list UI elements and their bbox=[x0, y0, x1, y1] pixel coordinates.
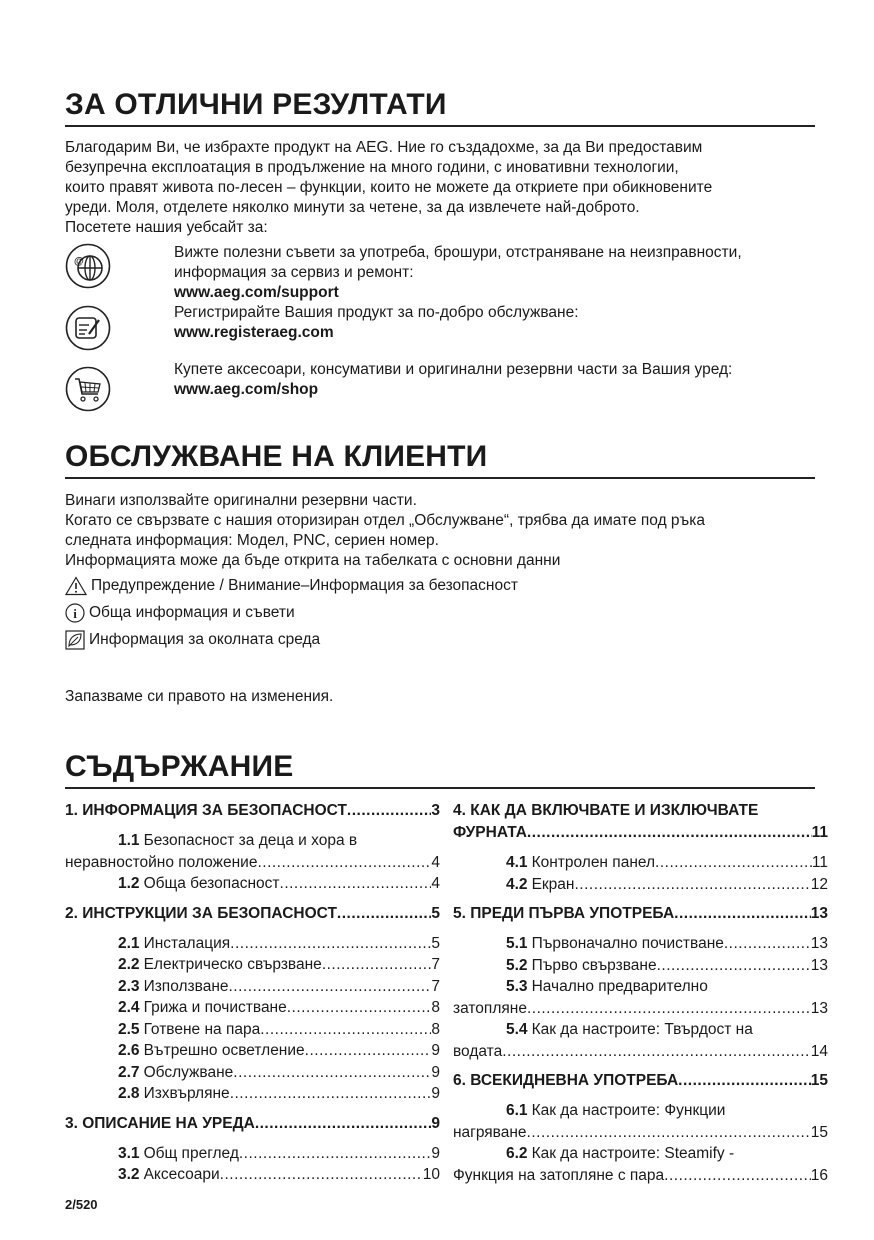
toc-entry-number: 2.4 bbox=[118, 999, 140, 1016]
shopping-cart-icon bbox=[65, 366, 111, 412]
toc-page-number: 7 bbox=[431, 956, 440, 973]
toc-leader-dots bbox=[229, 976, 432, 998]
section-title-contents: СЪДЪРЖАНИЕ bbox=[65, 750, 815, 789]
toc-leader-dots bbox=[664, 1165, 811, 1187]
toc-entry-number: 4.2 bbox=[506, 875, 528, 893]
toc-entry[interactable] bbox=[65, 933, 440, 955]
leaf-icon bbox=[65, 630, 85, 650]
section-title-results: ЗА ОТЛИЧНИ РЕЗУЛТАТИ bbox=[65, 88, 815, 127]
warning-text: Предупреждение / Внимание–Информация за безопасност bbox=[91, 577, 518, 594]
toc-section-heading[interactable] bbox=[453, 903, 828, 925]
toc-entry[interactable] bbox=[453, 1019, 828, 1062]
toc-leader-dots bbox=[502, 1041, 811, 1063]
service-paragraph bbox=[65, 491, 825, 571]
toc-entry[interactable] bbox=[65, 873, 440, 895]
toc-entry[interactable] bbox=[65, 1062, 440, 1084]
toc-section-title: ФУРНАТА bbox=[453, 824, 527, 841]
support-link[interactable]: www.aeg.com/support bbox=[174, 284, 339, 301]
text-line: уреди. Моля, отделете няколко минути за четене, за да извлечете най-доброто. bbox=[65, 199, 640, 216]
toc-page-number: 9 bbox=[431, 1042, 440, 1059]
register-text: Регистрирайте Вашия продукт за по-добро обслужване: bbox=[174, 304, 579, 321]
toc-entry-number: 5.2 bbox=[506, 956, 528, 974]
toc-entry-number: 2.1 bbox=[118, 934, 140, 952]
toc-section-heading[interactable] bbox=[65, 800, 440, 822]
toc-entry-line bbox=[118, 933, 440, 955]
toc-entry-line bbox=[506, 1100, 828, 1122]
toc-leader-dots bbox=[527, 1122, 811, 1144]
toc-entry-title: Обща безопасност bbox=[143, 875, 280, 892]
section-title-service: ОБСЛУЖВАНЕ НА КЛИЕНТИ bbox=[65, 440, 815, 479]
toc-section-heading[interactable] bbox=[65, 1113, 440, 1135]
toc-page-number: 3 bbox=[431, 802, 440, 819]
toc-leader-dots bbox=[233, 1062, 431, 1084]
toc-entry-number: 3.2 bbox=[118, 1166, 140, 1183]
toc-entry-line bbox=[506, 933, 828, 955]
toc-left-column bbox=[65, 800, 440, 1194]
toc-entry[interactable] bbox=[453, 933, 828, 955]
toc-section bbox=[453, 1070, 828, 1186]
toc-page-number: 13 bbox=[810, 956, 828, 974]
toc-entry-title: Екран bbox=[531, 875, 575, 893]
toc-section-title: 6. ВСЕКИДНЕВНА УПОТРЕБА bbox=[453, 1072, 679, 1089]
toc-section-title: 3. ОПИСАНИЕ НА УРЕДА bbox=[65, 1114, 255, 1132]
toc-entry-number: 5.4 bbox=[506, 1021, 528, 1038]
toc-leader-dots bbox=[220, 1164, 423, 1186]
toc-section-heading[interactable] bbox=[453, 822, 828, 844]
toc-entry[interactable] bbox=[65, 830, 440, 873]
toc-entry-title: Вътрешно осветление bbox=[143, 1042, 305, 1059]
text-line: Когато се свързвате с нашия оторизиран отдел „Обслужване“, трябва да имате под ръка bbox=[65, 512, 705, 529]
text-line: Благодарим Ви, че избрахте продукт на AEG. Ние го създадохме, за да Ви предоставим bbox=[65, 139, 703, 156]
toc-entry-number: 2.7 bbox=[118, 1063, 140, 1081]
toc-entry[interactable] bbox=[453, 976, 828, 1019]
toc-entry-title: Аксесоари bbox=[143, 1166, 220, 1183]
toc-entry-title: Безопасност за деца и хора в bbox=[143, 832, 358, 849]
toc-entry-number: 5.1 bbox=[506, 935, 528, 952]
toc-entry-line bbox=[453, 1165, 828, 1187]
svg-text:i: i bbox=[73, 606, 77, 621]
toc-entry[interactable] bbox=[65, 997, 440, 1019]
shop-link[interactable]: www.aeg.com/shop bbox=[174, 381, 319, 398]
toc-entry-title: Използване bbox=[143, 977, 229, 995]
toc-section-title: 5. ПРЕДИ ПЪРВА УПОТРЕБА bbox=[453, 905, 675, 922]
toc-section-heading[interactable] bbox=[65, 903, 440, 925]
toc-section-title: 2. ИНСТРУКЦИИ ЗА БЕЗОПАСНОСТ bbox=[65, 904, 337, 922]
toc-entry-line bbox=[118, 1164, 440, 1186]
toc-entry-title: Инсталация bbox=[143, 934, 231, 952]
toc-entry-title: нагряване bbox=[453, 1123, 527, 1141]
toc-entry-number: 2.2 bbox=[118, 956, 140, 973]
toc-leader-dots bbox=[337, 903, 431, 925]
toc-entry-number: 6.1 bbox=[506, 1102, 528, 1119]
toc-entry-title: Изхвърляне bbox=[143, 1085, 230, 1102]
toc-section-title: 1. ИНФОРМАЦИЯ ЗА БЕЗОПАСНОСТ bbox=[65, 802, 347, 819]
info-icon bbox=[65, 603, 85, 623]
toc-page-number: 11 bbox=[811, 824, 828, 841]
toc-entry[interactable] bbox=[453, 874, 828, 896]
reserve-notice: Запазваме си правото на изменения. bbox=[65, 688, 334, 705]
warning-triangle-icon bbox=[65, 576, 87, 596]
toc-section bbox=[65, 903, 440, 1105]
toc-entry-line bbox=[118, 830, 440, 852]
warning-note bbox=[65, 576, 518, 596]
toc-entry-line bbox=[118, 954, 440, 976]
toc-leader-dots bbox=[678, 1070, 811, 1092]
text-line: които правят живота по-лесен – функции, които не можете да откриете при обикновените bbox=[65, 179, 713, 196]
toc-entry-number: 1.2 bbox=[118, 875, 140, 892]
toc-entry-line bbox=[506, 976, 828, 998]
toc-page-number: 15 bbox=[810, 1072, 828, 1089]
toc-entry-title: Контролен панел bbox=[531, 854, 656, 871]
toc-entry-title: Първоначално почистване bbox=[531, 935, 724, 952]
toc-entry-title: затопляне bbox=[453, 999, 527, 1017]
toc-page-number: 13 bbox=[810, 999, 828, 1017]
toc-page-number: 10 bbox=[422, 1166, 440, 1183]
toc-page-number: 11 bbox=[811, 854, 828, 871]
toc-leader-dots bbox=[347, 800, 431, 822]
toc-entry-title: Как да настроите: Steamify - bbox=[531, 1145, 735, 1162]
toc-page-number: 9 bbox=[431, 1085, 440, 1102]
toc-entry-title: Начално предварително bbox=[531, 978, 708, 995]
toc-page-number: 15 bbox=[810, 1123, 828, 1141]
toc-entry-title: неравностойно положение bbox=[65, 853, 258, 871]
toc-entry-line bbox=[506, 1143, 828, 1165]
toc-entry-line bbox=[118, 1040, 440, 1062]
toc-entry[interactable] bbox=[453, 1143, 828, 1186]
toc-entry-number: 4.1 bbox=[506, 854, 528, 871]
toc-entry-title: Първо свързване bbox=[531, 956, 657, 974]
toc-leader-dots bbox=[574, 874, 810, 896]
support-info bbox=[174, 243, 742, 343]
toc-entry-line bbox=[118, 1019, 440, 1041]
environment-text: Информация за околната среда bbox=[89, 631, 321, 648]
toc-entry[interactable] bbox=[65, 1019, 440, 1041]
toc-page-number: 5 bbox=[431, 934, 440, 952]
toc-entry-line bbox=[453, 1041, 828, 1063]
toc-section bbox=[453, 800, 828, 895]
support-text: Вижте полезни съвети за употреба, брошури, отстраняване на неизправности, bbox=[174, 244, 742, 261]
toc-entry-line bbox=[118, 1143, 440, 1165]
toc-leader-dots bbox=[305, 1040, 432, 1062]
toc-leader-dots bbox=[527, 822, 812, 844]
toc-entry-title: Обслужване bbox=[143, 1063, 234, 1081]
toc-leader-dots bbox=[527, 998, 811, 1020]
toc-entry-line bbox=[118, 976, 440, 998]
toc-page-number: 13 bbox=[810, 905, 828, 922]
toc-section bbox=[65, 1113, 440, 1186]
register-link[interactable]: www.registeraeg.com bbox=[174, 324, 334, 341]
toc-entry[interactable] bbox=[65, 1083, 440, 1105]
toc-entry-title: водата bbox=[453, 1042, 503, 1060]
toc-entry-line bbox=[506, 1019, 828, 1041]
toc-entry-number: 3.1 bbox=[118, 1144, 140, 1162]
toc-entry-line bbox=[506, 874, 828, 896]
toc-page-number: 8 bbox=[431, 1020, 440, 1038]
toc-page-number: 7 bbox=[431, 977, 440, 995]
toc-entry-number: 2.8 bbox=[118, 1085, 140, 1102]
toc-entry-number: 5.3 bbox=[506, 978, 528, 995]
shop-text: Купете аксесоари, консумативи и оригинални резервни части за Вашия уред: bbox=[174, 361, 733, 378]
toc-entry-title: Електрическо свързване bbox=[143, 956, 322, 973]
toc-entry[interactable] bbox=[453, 852, 828, 874]
info-text: Обща информация и съвети bbox=[89, 604, 295, 621]
toc-entry-line bbox=[453, 1122, 828, 1144]
toc-leader-dots bbox=[230, 933, 431, 955]
info-note bbox=[65, 603, 295, 623]
toc-page-number: 8 bbox=[431, 999, 440, 1016]
toc-entry[interactable] bbox=[65, 1040, 440, 1062]
toc-leader-dots bbox=[257, 852, 431, 874]
toc-entry[interactable] bbox=[453, 1100, 828, 1143]
toc-leader-dots bbox=[724, 933, 811, 955]
toc-entry-line bbox=[506, 955, 828, 977]
toc-entry[interactable] bbox=[65, 1164, 440, 1186]
toc-entry-title: Готвене на пара bbox=[143, 1020, 261, 1038]
toc-entry-line bbox=[118, 997, 440, 1019]
text-line: Информацията може да бъде открита на табелката с основни данни bbox=[65, 552, 561, 569]
toc-leader-dots bbox=[255, 1113, 432, 1135]
toc-entry-line bbox=[118, 1062, 440, 1084]
toc-entry-number: 1.1 bbox=[118, 832, 140, 849]
page-number: 2/520 bbox=[65, 1197, 98, 1212]
toc-section-heading[interactable] bbox=[453, 800, 828, 822]
toc-entry-title: Общ преглед bbox=[143, 1144, 239, 1162]
toc-page-number: 13 bbox=[810, 935, 828, 952]
shop-info bbox=[174, 360, 732, 400]
toc-page-number: 9 bbox=[431, 1144, 440, 1162]
toc-entry-number: 2.3 bbox=[118, 977, 140, 995]
toc-entry-line bbox=[118, 873, 440, 895]
toc-leader-dots bbox=[655, 852, 812, 874]
toc-entry-line bbox=[118, 1083, 440, 1105]
toc-entry[interactable] bbox=[453, 955, 828, 977]
toc-entry[interactable] bbox=[65, 976, 440, 998]
toc-entry-title: Как да настроите: Твърдост на bbox=[531, 1021, 753, 1038]
toc-leader-dots bbox=[260, 1019, 431, 1041]
toc-leader-dots bbox=[657, 955, 811, 977]
svg-text:@: @ bbox=[74, 256, 84, 267]
toc-leader-dots bbox=[322, 954, 432, 976]
toc-section bbox=[453, 903, 828, 1062]
toc-section-title: 4. КАК ДА ВКЛЮЧВАТЕ И ИЗКЛЮЧВАТЕ bbox=[453, 802, 759, 819]
intro-paragraph bbox=[65, 138, 825, 238]
toc-entry-title: Функция на затопляне с пара bbox=[453, 1166, 665, 1184]
globe-web-icon bbox=[65, 243, 111, 289]
toc-entry-title: Грижа и почистване bbox=[143, 999, 287, 1016]
register-form-icon bbox=[65, 305, 111, 351]
toc-page-number: 9 bbox=[431, 1063, 440, 1081]
text-line: Винаги използвайте оригинални резервни части. bbox=[65, 492, 417, 509]
toc-page-number: 14 bbox=[810, 1042, 828, 1060]
toc-entry-title: Как да настроите: Функции bbox=[531, 1102, 726, 1119]
toc-leader-dots bbox=[287, 997, 432, 1019]
text-line: безупречна експлоатация в продължение на много години, с иновативни технологии, bbox=[65, 159, 679, 176]
toc-entry-line bbox=[65, 852, 440, 874]
text-line: Посетете нашия уебсайт за: bbox=[65, 219, 268, 236]
toc-page-number: 16 bbox=[810, 1166, 828, 1184]
toc-leader-dots bbox=[230, 1083, 432, 1105]
toc-page-number: 9 bbox=[431, 1114, 440, 1132]
toc-leader-dots bbox=[239, 1143, 432, 1165]
environment-note bbox=[65, 630, 320, 650]
toc-entry-number: 6.2 bbox=[506, 1145, 528, 1162]
toc-page-number: 4 bbox=[431, 853, 440, 871]
toc-section bbox=[65, 800, 440, 895]
toc-page-number: 12 bbox=[810, 875, 828, 893]
support-text: информация за сервиз и ремонт: bbox=[174, 264, 414, 281]
toc-section-heading[interactable] bbox=[453, 1070, 828, 1092]
toc-page-number: 4 bbox=[431, 875, 440, 892]
toc-page-number: 5 bbox=[431, 904, 440, 922]
toc-right-column bbox=[453, 800, 828, 1194]
toc-entry-number: 2.6 bbox=[118, 1042, 140, 1059]
toc-entry-line bbox=[453, 998, 828, 1020]
text-line: следната информация: Модел, PNC, сериен номер. bbox=[65, 532, 439, 549]
toc-entry[interactable] bbox=[65, 1143, 440, 1165]
toc-leader-dots bbox=[674, 903, 811, 925]
toc-leader-dots bbox=[280, 873, 432, 895]
toc-entry-number: 2.5 bbox=[118, 1020, 140, 1038]
toc-entry[interactable] bbox=[65, 954, 440, 976]
toc-entry-line bbox=[506, 852, 828, 874]
